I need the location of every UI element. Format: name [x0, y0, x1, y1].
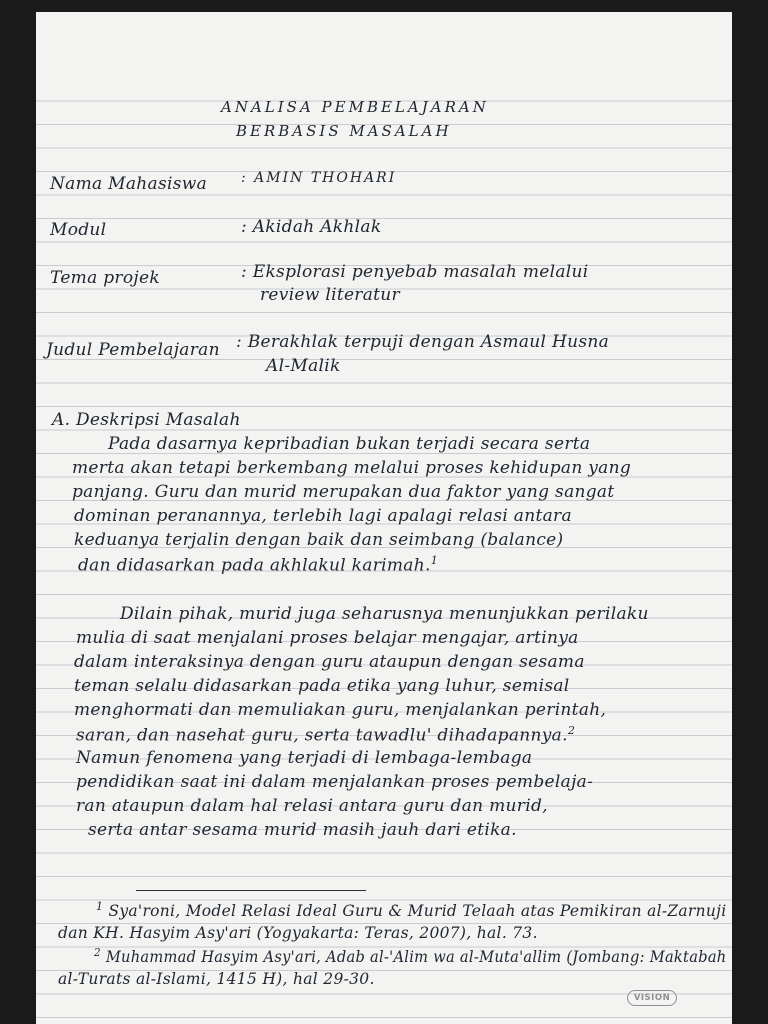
page-title-line1: ANALISA PEMBELAJARAN [221, 98, 489, 116]
paragraph-2-line: Namun fenomena yang terjadi di lembaga-lembaga [76, 748, 533, 768]
paragraph-2-line: menghormati dan memuliakan guru, menjalankan perintah, [74, 700, 607, 720]
paragraph-1-line: dominan peranannya, terlebih lagi apalagi relasi antara [74, 506, 572, 526]
paragraph-2-line: Dilain pihak, murid juga seharusnya menunjukkan perilaku [120, 604, 649, 624]
paragraph-2-line: ran ataupun dalam hal relasi antara guru dan murid, [76, 796, 548, 816]
page-title-line2: BERBASIS MASALAH [236, 122, 452, 140]
notebook-page [36, 12, 732, 1024]
footnote-ref-1: 1 [430, 554, 438, 567]
footnote-separator [136, 890, 366, 891]
nama-label: Nama Mahasiswa [50, 174, 208, 194]
modul-label: Modul [50, 220, 107, 240]
tema-label: Tema projek [50, 268, 160, 288]
tema-value-line1: : Eksplorasi penyebab masalah melalui [241, 262, 589, 282]
paragraph-1-line: merta akan tetapi berkembang melalui proses kehidupan yang [72, 458, 632, 478]
paragraph-1-line: keduanya terjalin dengan baik dan seimbang (balance) [74, 530, 564, 550]
paragraph-1-line: Pada dasarnya kepribadian bukan terjadi secara serta [108, 434, 591, 454]
paragraph-1-line: panjang. Guru dan murid merupakan dua faktor yang sangat [72, 482, 615, 502]
footnote-ref-2: 2 [567, 724, 576, 737]
footnote-1-mark: 1 [96, 900, 104, 913]
footnote-2-text: Muhammad Hasyim Asy'ari, Adab al-'Alim wa al-Muta'allim (Jombang: Maktabah [105, 948, 727, 967]
judul-label: Judul Pembelajaran [46, 340, 220, 360]
paragraph-1-last-line: dan didasarkan pada akhlakul karimah. [78, 555, 431, 576]
paragraph-1-line [78, 554, 438, 576]
judul-value-line1: : Berakhlak terpuji dengan Asmaul Husna [236, 332, 610, 352]
footnote-1-line1 [96, 900, 726, 920]
tema-value-line2: review literatur [260, 285, 400, 305]
paragraph-2-line: teman selalu didasarkan pada etika yang luhur, semisal [74, 676, 570, 696]
footnote-2-line1 [94, 946, 727, 966]
paragraph-2-line [76, 724, 575, 746]
paragraph-2-line: dalam interaksinya dengan guru ataupun dengan sesama [74, 652, 585, 672]
paragraph-2-line: serta antar sesama murid masih jauh dari etika. [88, 820, 517, 840]
footnote-1-line2: dan KH. Hasyim Asy'ari (Yogyakarta: Teras, 2007), hal. 73. [58, 924, 538, 942]
footnote-1-text: Sya'roni, Model Relasi Ideal Guru & Murid Telaah atas Pemikiran al-Zarnuji [108, 902, 727, 921]
paragraph-2-line: mulia di saat menjalani proses belajar mengajar, artinya [76, 628, 579, 648]
paragraph-2-line: pendidikan saat ini dalam menjalankan proses pembelaja- [76, 772, 594, 792]
footnote-2-line2: al-Turats al-Islami, 1415 H), hal 29-30. [58, 970, 375, 988]
modul-value: : Akidah Akhlak [241, 217, 382, 237]
section-heading: A. Deskripsi Masalah [52, 410, 241, 430]
judul-value-line2: Al-Malik [266, 356, 341, 376]
paragraph-2-line-ref: saran, dan nasehat guru, serta tawadlu' dihadapannya. [76, 725, 568, 746]
vision-brand-logo: VISION [627, 990, 677, 1006]
nama-value: : AMIN THOHARI [241, 170, 397, 186]
footnote-2-mark: 2 [94, 946, 101, 959]
